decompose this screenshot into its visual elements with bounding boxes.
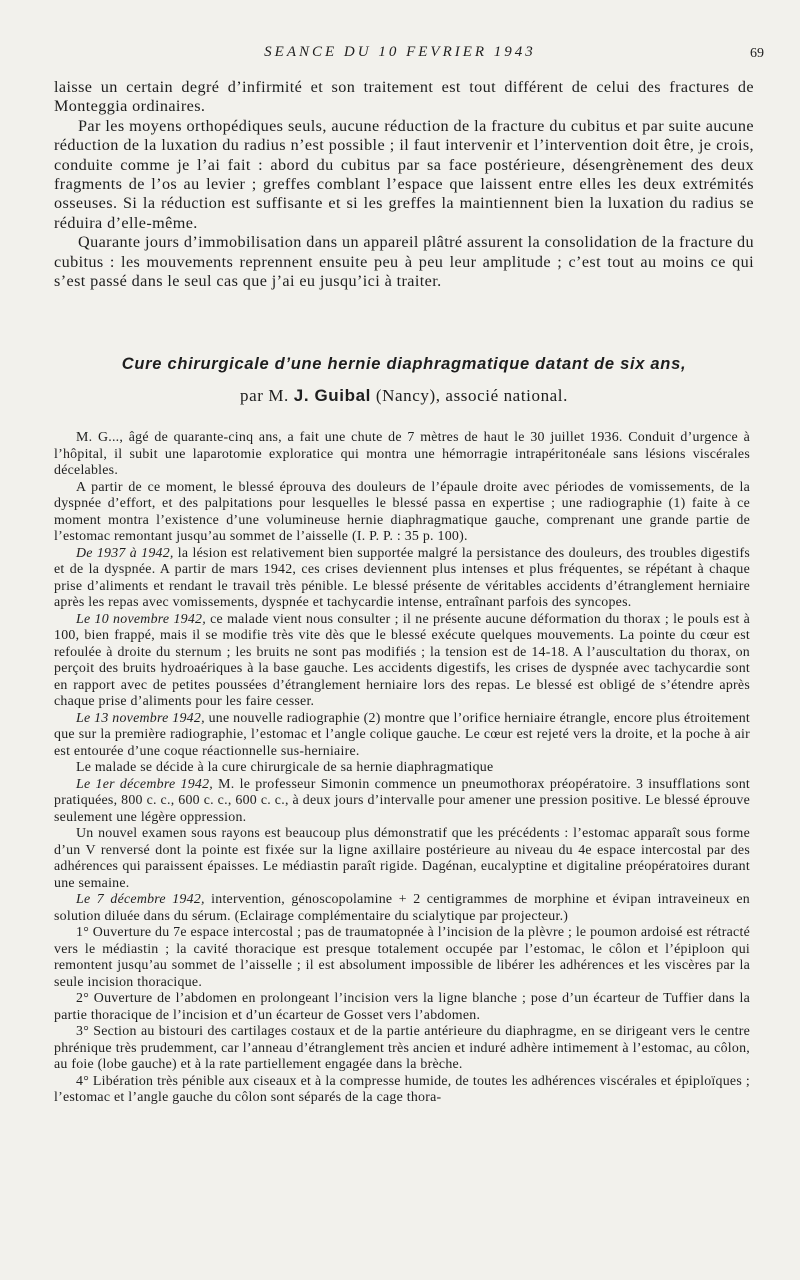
body-paragraph bbox=[54, 1074, 750, 1107]
paragraph-text: Un nouvel examen sous rayons est beaucoup plus démonstratif que les précédents : l’estomac apparaît sous forme d’un V renversé dont la pointe est fixée sur la ligne axillaire postérieure au niveau du 4e espace intercostal par des adhérences qui paraissent épaisses. Le médiastin paraît rigide. Dagénan, eucalyptine et digitaline préopératoires durant une semaine. bbox=[54, 826, 750, 891]
continuation-paragraph: Quarante jours d’immobilisation dans un appareil plâtré assurent la consolidation de la fracture du cubitus : les mouvements reprennent ensuite peu à peu leur amplitude ; c’est tout au moins ce qui s’est passé dans le seul cas que j’ai eu jusqu’ici à traiter. bbox=[54, 233, 754, 291]
body-paragraph bbox=[54, 612, 750, 711]
date-lead: De 1937 à 1942, bbox=[76, 545, 174, 561]
date-lead: Le 13 novembre 1942, bbox=[76, 710, 205, 726]
body-paragraph bbox=[54, 777, 750, 827]
body-paragraph bbox=[54, 480, 750, 546]
article-body bbox=[54, 430, 750, 1107]
body-paragraph bbox=[54, 826, 750, 892]
paragraph-text: une nouvelle radiographie (2) montre que l’orifice herniaire étrangle, encore plus étroitement que sur la première radiographie, l’estomac et l’angle colique gauche. Le cœur est rejeté vers la droite, et la poche à air est entourée d’une coque réactionnelle sus-herniaire. bbox=[54, 710, 750, 759]
body-paragraph bbox=[54, 892, 750, 925]
running-title: SEANCE DU 10 FEVRIER 1943 bbox=[264, 44, 536, 60]
byline-prefix: par M. bbox=[239, 386, 289, 405]
body-paragraph bbox=[54, 760, 750, 777]
paragraph-text: Le malade se décide à la cure chirurgicale de sa hernie diaphragmatique bbox=[76, 760, 494, 775]
paragraph-text: M. le professeur Simonin commence un pneumothorax préopératoire. 3 insufflations sont pratiquées, 800 c. c., 600 c. c., 600 c. c., à deux jours d’intervalle pour amener une pression positive. Le blessé éprouve seulement une légère oppression. bbox=[54, 776, 750, 825]
byline-affiliation: (Nancy), associé national. bbox=[375, 386, 568, 405]
continuation-paragraph: laisse un certain degré d’infirmité et son traitement est tout différent de celui des fractures de Monteggia ordinaires. bbox=[54, 78, 754, 116]
body-paragraph bbox=[54, 546, 750, 612]
body-paragraph bbox=[54, 711, 750, 761]
continuation-paragraph: Par les moyens orthopédiques seuls, aucune réduction de la fracture du cubitus et par suite aucune réduction de la luxation du radius n’est possible ; il faut intervenir et l’intervention doit être, je crois, conduite comme je l’ai fait : abord du cubitus par sa face postérieure, désengrènement des deux fragments de l’os au levier ; greffes comblant l’espace que laissent entre elles les deux extrémités osseuses. Si la réduction est suffisante et si les greffes la maintiennent bien la luxation du radius se réduira d’elle-même. bbox=[54, 116, 754, 232]
paragraph-text: ce malade vient nous consulter ; il ne présente aucune déformation du thorax ; le pouls est à 100, bien frappé, mais il se modifie très vite dès que le blessé exécute quelques mouvements. La pointe du cœur est refoulée à droite du sternum ; les bruits ne sont pas modifiés ; la tension est de 14-18. A l’auscultation du thorax, on perçoit des bruits hydroaériques à la base gauche. Les accidents digestifs, les crises de dyspnée avec tachycardie sont en rapport avec de petites poussées d’étranglement herniaire lors des repas. Le blessé est obligé de s’étendre après chaque prise d’aliments pour les faire cesser. bbox=[54, 611, 750, 709]
paragraph-text: la lésion est relativement bien supportée malgré la persistance des douleurs, des troubles digestifs et de la dyspnée. A partir de mars 1942, ces crises deviennent plus intenses et plus fréquentes, se répétant à chaque prise d’aliments et rendant le travail très pénible. Le blessé présente de véritables accidents d’étranglement herniaire après les repas avec vomissements, dyspnée et tachycardie intense, entraînant parfois des syncopes. bbox=[54, 545, 750, 610]
page-number: 69 bbox=[750, 46, 764, 61]
body-paragraph bbox=[54, 430, 750, 480]
paragraph-text: 4° Libération très pénible aux ciseaux et à la compresse humide, de toutes les adhérences viscérales et épiploïques ; l’estomac et l’angle gauche du côlon sont séparés de la cage thora- bbox=[54, 1073, 750, 1105]
paragraph-text: intervention, génoscopolamine + 2 centigrammes de morphine et évipan intraveineux en solution diluée dans du sérum. (Eclairage complémentaire du scialytique par projecteur.) bbox=[54, 892, 751, 924]
paragraph-text: A partir de ce moment, le blessé éprouva des douleurs de l’épaule droite avec périodes de vomissements, de la dyspnée d’effort, et des palpitations pour lesquelles le blessé passa en expertise ; une radiographie (1) faite à ce moment montra l’existence d’une volumineuse hernie diaphragmatique gauche, comprenant une grande partie de l’estomac remontant jusqu’au sommet de l’aisselle (I. P. P. : 35 p. 100). bbox=[54, 479, 750, 544]
author-name: J. Guibal bbox=[293, 386, 371, 405]
body-paragraph bbox=[54, 991, 750, 1024]
date-lead: Le 7 décembre 1942, bbox=[76, 892, 205, 907]
previous-article-continuation bbox=[54, 78, 754, 291]
paragraph-text: 3° Section au bistouri des cartilages costaux et de la partie antérieure du diaphragme, en se dirigeant vers le centre phrénique très prudemment, car l’anneau d’étranglement très ancien et induré adhère intimement à l’estomac, au côlon, au foie (lobe gauche) et à la rate partiellement engagée dans la brèche. bbox=[54, 1024, 750, 1072]
date-lead: Le 1er décembre 1942, bbox=[76, 776, 214, 792]
paragraph-text: 2° Ouverture de l’abdomen en prolongeant l’incision vers la ligne blanche ; pose d’un écarteur de Tuffier dans la partie thoracique de l’incision et d’un écarteur de Gosset vers l’abdomen. bbox=[54, 991, 750, 1023]
body-paragraph bbox=[54, 1024, 750, 1074]
article-title: Cure chirurgicale d’une hernie diaphragmatique datant de six ans, bbox=[121, 355, 687, 373]
paragraph-text: 1° Ouverture du 7e espace intercostal ; pas de traumatopnée à l’incision de la plèvre ; le poumon ardoisé est rétracté vers le médiastin ; la cavité thoracique est presque totalement occupée par l’estomac, le côlon et l’épiploon qui remontent jusqu’au sommet de l’aisselle ; il est absolument impossible de libérer les adhérences et les viscères par la seule incision thoracique. bbox=[54, 925, 750, 990]
paragraph-text: M. G..., âgé de quarante-cinq ans, a fait une chute de 7 mètres de haut le 30 juillet 1936. Conduit d’urgence à l’hôpital, il subit une laparotomie exploratice qui montra une hémorragie intrapéritonéale sans lésions viscérales décelables. bbox=[54, 430, 750, 478]
body-paragraph bbox=[54, 925, 750, 991]
date-lead: Le 10 novembre 1942, bbox=[76, 611, 206, 627]
article-byline bbox=[54, 386, 754, 406]
